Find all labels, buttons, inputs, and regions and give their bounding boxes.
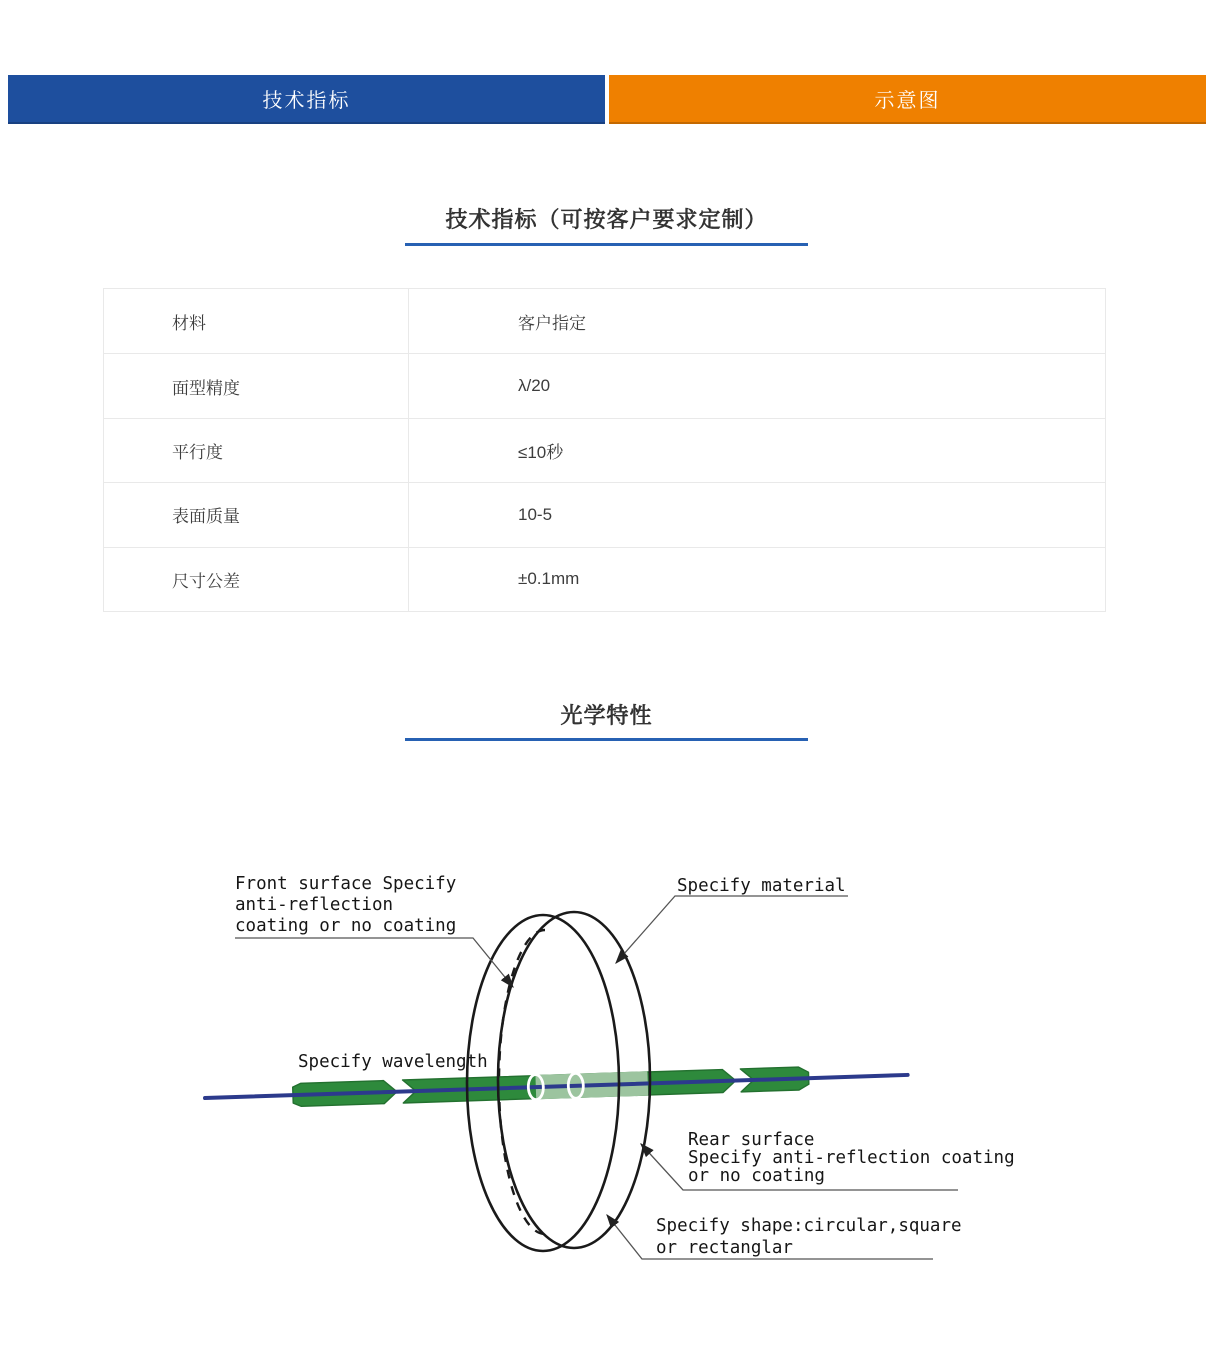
label-rear-surface: Rear surface Specify anti-reflection coating or no coating [688, 1130, 1015, 1186]
label-shape: Specify shape:circular,square or rectanglar [656, 1216, 962, 1258]
leader-material [616, 896, 848, 963]
label-front-surface: Front surface Specify anti-reflection coating or no coating [235, 874, 457, 936]
label-wavelength: Specify wavelength [298, 1052, 488, 1072]
section-title-optical: 光学特性 [560, 703, 653, 728]
tab-schematic-label: 示意图 [874, 90, 941, 112]
spec-label: 表面质量 [172, 507, 240, 527]
spec-label: 材料 [172, 313, 206, 333]
spec-value: ≤10秒 [518, 442, 564, 462]
spec-label: 平行度 [172, 442, 223, 462]
label-material: Specify material [677, 876, 846, 896]
spec-value: ±0.1mm [518, 569, 580, 589]
tab-technical-specs-label: 技术指标 [262, 90, 351, 112]
spec-value: 10-5 [518, 504, 553, 524]
spec-label: 面型精度 [172, 378, 240, 398]
section-title-specs: 技术指标（可按客户要求定制） [445, 207, 768, 232]
spec-label: 尺寸公差 [172, 571, 240, 591]
leader-front-surface [235, 938, 513, 987]
spec-value: 客户指定 [518, 313, 586, 333]
spec-value: λ/20 [518, 376, 551, 396]
